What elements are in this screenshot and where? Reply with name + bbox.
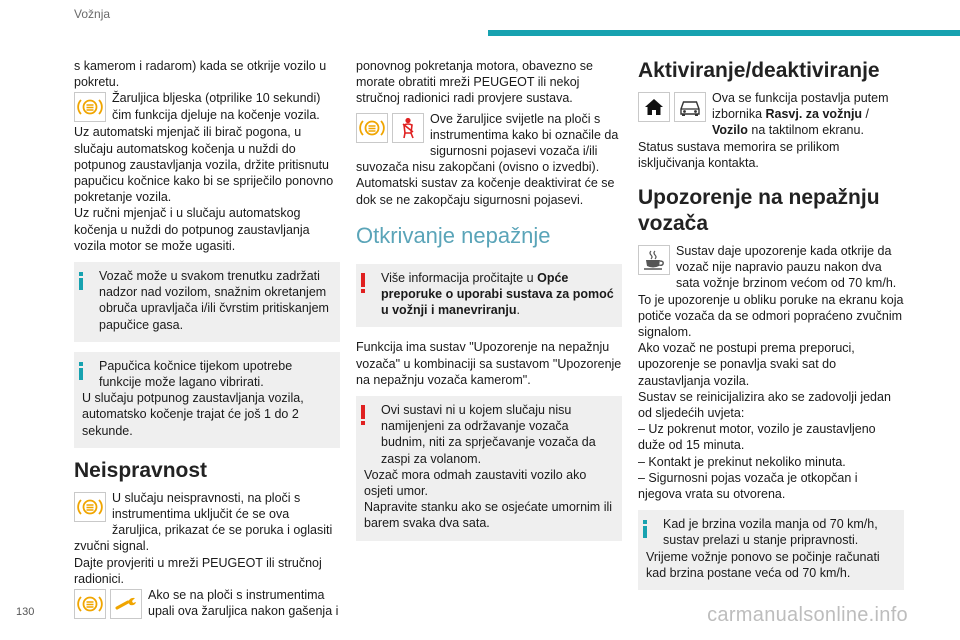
icon-paragraph	[74, 587, 340, 621]
home-icon	[638, 92, 670, 122]
coffee-cup-icon	[638, 245, 670, 275]
note-text: Vozač može u svakom trenutku zadržati nadzor nad vozilom, snažnim okretanjem obruča upravljača i/ili čvrstim pritiskanjem papučice gasa.	[99, 269, 329, 332]
paragraph: Dajte provjeriti u mreži PEUGEOT ili stručnoj radionici.	[74, 555, 322, 586]
icon-paragraph	[356, 111, 622, 208]
note-text: Više informacija pročitajte u Opće preporuke o uporabi sustava za pomoć u vožnji i manevriranju.	[381, 270, 614, 318]
paragraph: Funkcija ima sustav "Upozorenje na nepažnju vozača" u kombinaciji sa sustavom "Upozorenje na nepažnju vozača kamerom".	[356, 340, 622, 387]
warning-note	[356, 396, 622, 541]
note-text: Vrijeme vožnje ponovo se počinje računati kad brzina postane veća od 70 km/h.	[646, 549, 880, 580]
icon-paragraph	[74, 90, 340, 124]
section-title: Vožnja	[74, 7, 111, 21]
warning-icon	[361, 405, 365, 425]
note-text: Papučica kočnice tijekom upotrebe funkcije može lagano vibrirati.	[99, 358, 293, 390]
note-text: Kad je brzina vozila manja od 70 km/h, sustav prelazi u stanje pripravnosti.	[663, 517, 878, 548]
page-number: 130	[16, 606, 35, 618]
note-text: Ovi sustavi ni u kojem slučaju nisu namijenjeni za održavanje vozača budnim, niti za sprječavanje vozača da zaspi za volanom.	[381, 403, 596, 466]
icon-paragraph	[74, 490, 340, 555]
paragraph: ponovnog pokretanja motora, obavezno se morate obratiti mreži PEUGEOT ili nekoj stručnoj radionici radi provjere sustava.	[356, 59, 593, 106]
brake-warning-icon	[356, 113, 388, 143]
note-text: Vozač mora odmah zaustaviti vozilo ako osjeti umor.	[364, 467, 587, 499]
paragraph: Uz automatski mjenjač ili birač pogona, u slučaju automatskog kočenja u nuždi do potpunog zaustavljanja vozila, držite pritisnutu papučicu kočnice kako bi se spriječilo ponovno pokretanje vozila.	[74, 125, 334, 205]
section-heading: Neispravnost	[74, 458, 208, 482]
warning-note	[356, 264, 622, 328]
section-heading: Otkrivanje nepažnje	[356, 222, 551, 248]
column-1	[74, 58, 340, 621]
info-note	[74, 352, 340, 448]
paragraph: Žaruljica bljeska (otprilike 10 sekundi) čim funkcija djeluje na kočenje vozila.	[112, 91, 321, 122]
paragraph: Sustav daje upozorenje kada otkrije da vozač nije napravio pauzu nakon dva sata vožnje brzinom većom od 70 km/h.	[676, 244, 897, 291]
paragraph: Ako se na ploči s instrumentima upali ova žaruljica nakon gašenja i	[148, 588, 339, 619]
paragraph: Uz ručni mjenjač i u slučaju automatskog kočenja u nuždi do potpunog zaustavljanja vozila motor se može ugasiti.	[74, 206, 310, 253]
section-heading: Aktiviranje/deaktiviranje	[638, 59, 880, 82]
wrench-icon	[110, 589, 142, 619]
paragraph: Status sustava memorira se prilikom isključivanja kontakta.	[638, 139, 840, 170]
info-icon	[643, 520, 647, 538]
cross-reference: Opće preporuke o uporabi sustava za pomoć u vožnji i manevriranju	[381, 270, 614, 318]
list-item: – Uz pokrenut motor, vozilo je zaustavljeno duže od 15 minuta.	[638, 422, 876, 453]
section-heading: Upozorenje na nepažnju vozača	[638, 186, 880, 236]
paragraph: Ova se funkcija postavlja putem izbornika Rasvj. za vožnju / Vozilo na taktilnom ekranu.	[712, 91, 889, 138]
list-item: – Kontakt je prekinut nekoliko minuta.	[638, 454, 846, 469]
paragraph: Ako vozač ne postupi prema preporuci, upozorenje se ponavlja svaki sat do zaustavljanja vozila.	[638, 341, 855, 388]
note-text: Napravite stanku ako se osjećate umornim ili barem svaka dva sata.	[364, 500, 613, 531]
column-3	[638, 58, 904, 600]
info-note	[74, 262, 340, 342]
brake-warning-icon	[74, 589, 106, 619]
seatbelt-warning-icon	[392, 113, 424, 143]
paragraph: s kamerom i radarom) kada se otkrije vozilo u pokretu.	[74, 59, 327, 90]
warning-icon	[361, 273, 365, 293]
watermark: carmanualsonline.info	[707, 604, 908, 626]
paragraph: U slučaju neispravnosti, na ploči s instrumentima uključit će se ova žaruljica, prikazat će se poruka i oglasiti zvučni signal.	[74, 490, 333, 554]
icon-paragraph	[638, 90, 904, 139]
icon-paragraph	[638, 243, 904, 292]
note-text: U slučaju potpunog zaustavljanja vozila, automatsko kočenje trajat će još 1 do 2 sekunde.	[82, 391, 304, 438]
brake-warning-icon	[74, 492, 106, 522]
car-icon	[674, 92, 706, 122]
brake-warning-icon	[74, 92, 106, 122]
info-icon	[79, 362, 83, 380]
list-item: – Sigurnosni pojas vozača je otkopčan i njegova vrata su otvorena.	[638, 470, 858, 502]
paragraph: To je upozorenje u obliku poruke na ekranu koja potiče vozača da se odmori popraćeno zvučnim signalom.	[638, 292, 904, 340]
info-icon	[79, 272, 83, 290]
paragraph: Sustav se reinicijalizira ako se zadovolji jedan od sljedećih uvjeta:	[638, 389, 891, 421]
paragraph: Ove žaruljice svijetle na ploči s instrumentima kako bi označile da sigurnosni pojasevi vozača i/ili suvozača nisu zakopčani (ovisno o izvedbi). Automatski sustav za kočenje deaktivirat će se dok se ne zakopčaju sigurnosni pojasevi.	[356, 111, 619, 207]
section-color-bar	[488, 30, 960, 36]
info-note	[638, 510, 904, 590]
column-2	[356, 58, 622, 553]
